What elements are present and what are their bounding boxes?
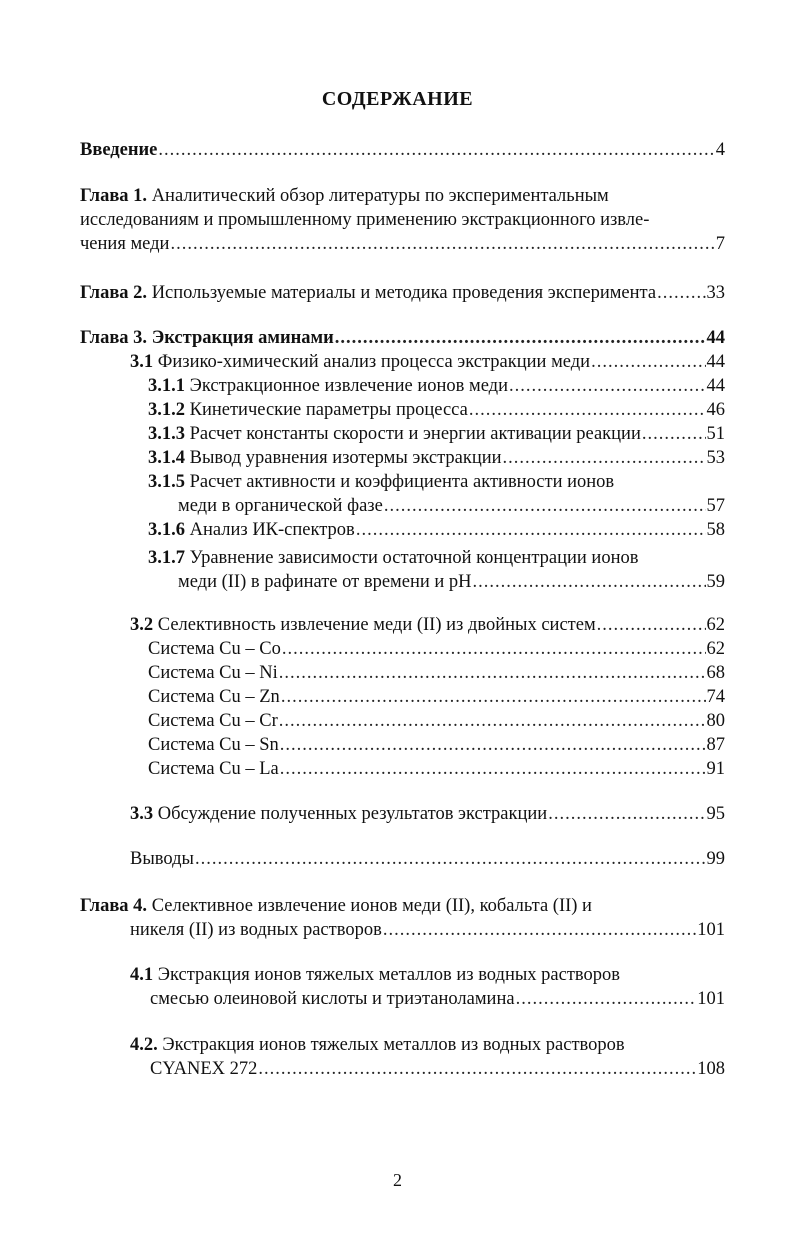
section-number: 4.2. (130, 1035, 158, 1055)
toc-entry-ch2 (80, 281, 725, 305)
section-title: Обсуждение полученных результатов экстракции (157, 804, 548, 824)
dot-leader (170, 232, 714, 256)
chapter-title: Используемые материалы и методика проведения эксперимента (151, 283, 657, 303)
system-name: Система Cu – Sn (148, 735, 279, 755)
dot-leader (384, 494, 706, 518)
toc-entry-ch1-line2: исследованиям и промышленному применению экстракционного извле- (80, 210, 650, 230)
dot-leader (258, 1057, 696, 1081)
section-title: Уравнение зависимости остаточной концентрации ионов (189, 548, 639, 568)
chapter-number: Глава 3. (80, 328, 148, 348)
dot-leader (195, 847, 706, 871)
entry-page: 53 (706, 448, 725, 468)
toc-entry-conclusions (130, 847, 725, 871)
toc-entry-3-1-6 (148, 518, 725, 542)
entry-page: 80 (706, 711, 725, 731)
toc-entry-4-2-line1 (130, 1033, 725, 1057)
toc-entry-ch1-line3 (80, 232, 725, 256)
entry-page: 7 (715, 234, 725, 254)
toc-entry-intro (80, 138, 725, 162)
dot-leader (548, 802, 705, 826)
dot-leader (281, 685, 706, 709)
toc-entry-4-2-line2 (150, 1057, 725, 1081)
page-number: 2 (393, 1170, 402, 1190)
entry-label: Введение (80, 140, 158, 160)
entry-page: 4 (715, 140, 725, 160)
entry-label: чения меди (80, 234, 170, 254)
toc-entry-3-2 (130, 613, 725, 637)
toc-entry-4-1-line1 (130, 963, 725, 987)
dot-leader (516, 987, 697, 1011)
dot-leader (642, 422, 706, 446)
section-title: Расчет константы скорости и энергии активации реакции (189, 424, 641, 444)
section-title: Выводы (130, 849, 194, 869)
dot-leader (503, 446, 706, 470)
entry-page: 91 (706, 759, 725, 779)
chapter-title: Аналитический обзор литературы по экспериментальным (151, 186, 609, 206)
toc-entry-ch4-line2 (130, 918, 725, 942)
section-title: Экстракция ионов тяжелых металлов из водных растворов (157, 965, 620, 985)
section-number: 3.1.7 (148, 548, 185, 568)
dot-leader (282, 637, 706, 661)
toc-entry-3-1-2 (148, 398, 725, 422)
section-title: Анализ ИК-спектров (189, 520, 355, 540)
toc-entry-system (148, 709, 725, 733)
dot-leader (473, 570, 706, 594)
section-title-cont: меди в органической фазе (178, 496, 383, 516)
section-number: 3.3 (130, 804, 154, 824)
section-number: 3.1.3 (148, 424, 185, 444)
entry-page: 68 (706, 663, 725, 683)
section-title: Селективность извлечение меди (II) из двойных систем (157, 615, 596, 635)
dot-leader (657, 281, 705, 305)
section-title: Кинетические параметры процесса (189, 400, 468, 420)
toc-entry-3-1-1 (148, 374, 725, 398)
section-number: 3.1.6 (148, 520, 185, 540)
entry-page: 44 (706, 328, 725, 348)
chapter-title: Экстракция аминами (151, 328, 334, 348)
entry-page: 51 (706, 424, 725, 444)
section-title: Экстракционное извлечение ионов меди (189, 376, 508, 396)
entry-page: 108 (697, 1059, 725, 1079)
dot-leader (335, 326, 706, 350)
section-title: Расчет активности и коэффициента активности ионов (189, 472, 615, 492)
chapter-number: Глава 2. (80, 283, 148, 303)
toc-entry-3-1-4 (148, 446, 725, 470)
dot-leader (591, 350, 705, 374)
entry-page: 46 (706, 400, 725, 420)
entry-page: 101 (697, 989, 725, 1009)
system-name: Система Cu – Ni (148, 663, 278, 683)
toc-entry-3-1-3 (148, 422, 725, 446)
entry-page: 62 (706, 639, 725, 659)
toc-entry-system (148, 637, 725, 661)
entry-page: 44 (706, 376, 725, 396)
dot-leader (383, 918, 696, 942)
entry-page: 101 (697, 920, 725, 940)
dot-leader (279, 709, 706, 733)
toc-entry-4-1-line2 (150, 987, 725, 1011)
toc-entry-3-1 (130, 350, 725, 374)
page-title: СОДЕРЖАНИЕ (321, 88, 474, 110)
dot-leader (469, 398, 706, 422)
system-name: Система Cu – Cr (148, 711, 278, 731)
system-name: Система Cu – Zn (148, 687, 280, 707)
section-number: 3.1.4 (148, 448, 185, 468)
dot-leader (356, 518, 706, 542)
chapter-number: Глава 1. (80, 186, 148, 206)
toc-entry-3-1-5-line1 (148, 470, 725, 494)
section-number: 3.1.2 (148, 400, 185, 420)
entry-page: 57 (706, 496, 725, 516)
section-title: Вывод уравнения изотермы экстракции (189, 448, 502, 468)
entry-page: 95 (706, 804, 725, 824)
system-name: Система Cu – La (148, 759, 279, 779)
toc-entry-ch3 (80, 326, 725, 350)
toc-entry-system (148, 733, 725, 757)
section-number: 3.1.1 (148, 376, 185, 396)
entry-page: 87 (706, 735, 725, 755)
section-title: Физико-химический анализ процесса экстракции меди (157, 352, 591, 372)
toc-entry-system (148, 661, 725, 685)
entry-page: 99 (706, 849, 725, 869)
dot-leader (158, 138, 714, 162)
entry-page: 58 (706, 520, 725, 540)
entry-page: 74 (706, 687, 725, 707)
dot-leader (597, 613, 706, 637)
section-title-cont: смесью олеиновой кислоты и триэтаноламина (150, 989, 515, 1009)
section-title-cont: CYANEX 272 (150, 1059, 258, 1079)
chapter-number: Глава 4. (80, 896, 148, 916)
toc-entry-system (148, 685, 725, 709)
toc-entry-ch4-line1 (80, 894, 725, 918)
entry-page: 33 (706, 283, 725, 303)
toc-entry-3-1-7-line1 (148, 546, 725, 570)
toc-entry-3-1-5-line2 (178, 494, 725, 518)
section-title: Экстракция ионов тяжелых металлов из водных растворов (162, 1035, 625, 1055)
toc-entry-system (148, 757, 725, 781)
section-number: 4.1 (130, 965, 154, 985)
dot-leader (280, 733, 706, 757)
system-name: Система Cu – Co (148, 639, 281, 659)
chapter-title: Селективное извлечение ионов меди (II), кобальта (II) и (151, 896, 592, 916)
toc-entry-ch1-line1 (80, 184, 725, 208)
entry-page: 62 (706, 615, 725, 635)
section-number: 3.1.5 (148, 472, 185, 492)
section-title-cont: меди (II) в рафинате от времени и pH (178, 572, 472, 592)
chapter-title-cont: никеля (II) из водных растворов (130, 920, 382, 940)
toc-entry-3-1-7-line2 (178, 570, 725, 594)
dot-leader (509, 374, 706, 398)
section-number: 3.1 (130, 352, 154, 372)
toc-entry-3-3 (130, 802, 725, 826)
dot-leader (279, 661, 706, 685)
entry-page: 44 (706, 352, 725, 372)
entry-page: 59 (706, 572, 725, 592)
section-number: 3.2 (130, 615, 154, 635)
dot-leader (280, 757, 706, 781)
